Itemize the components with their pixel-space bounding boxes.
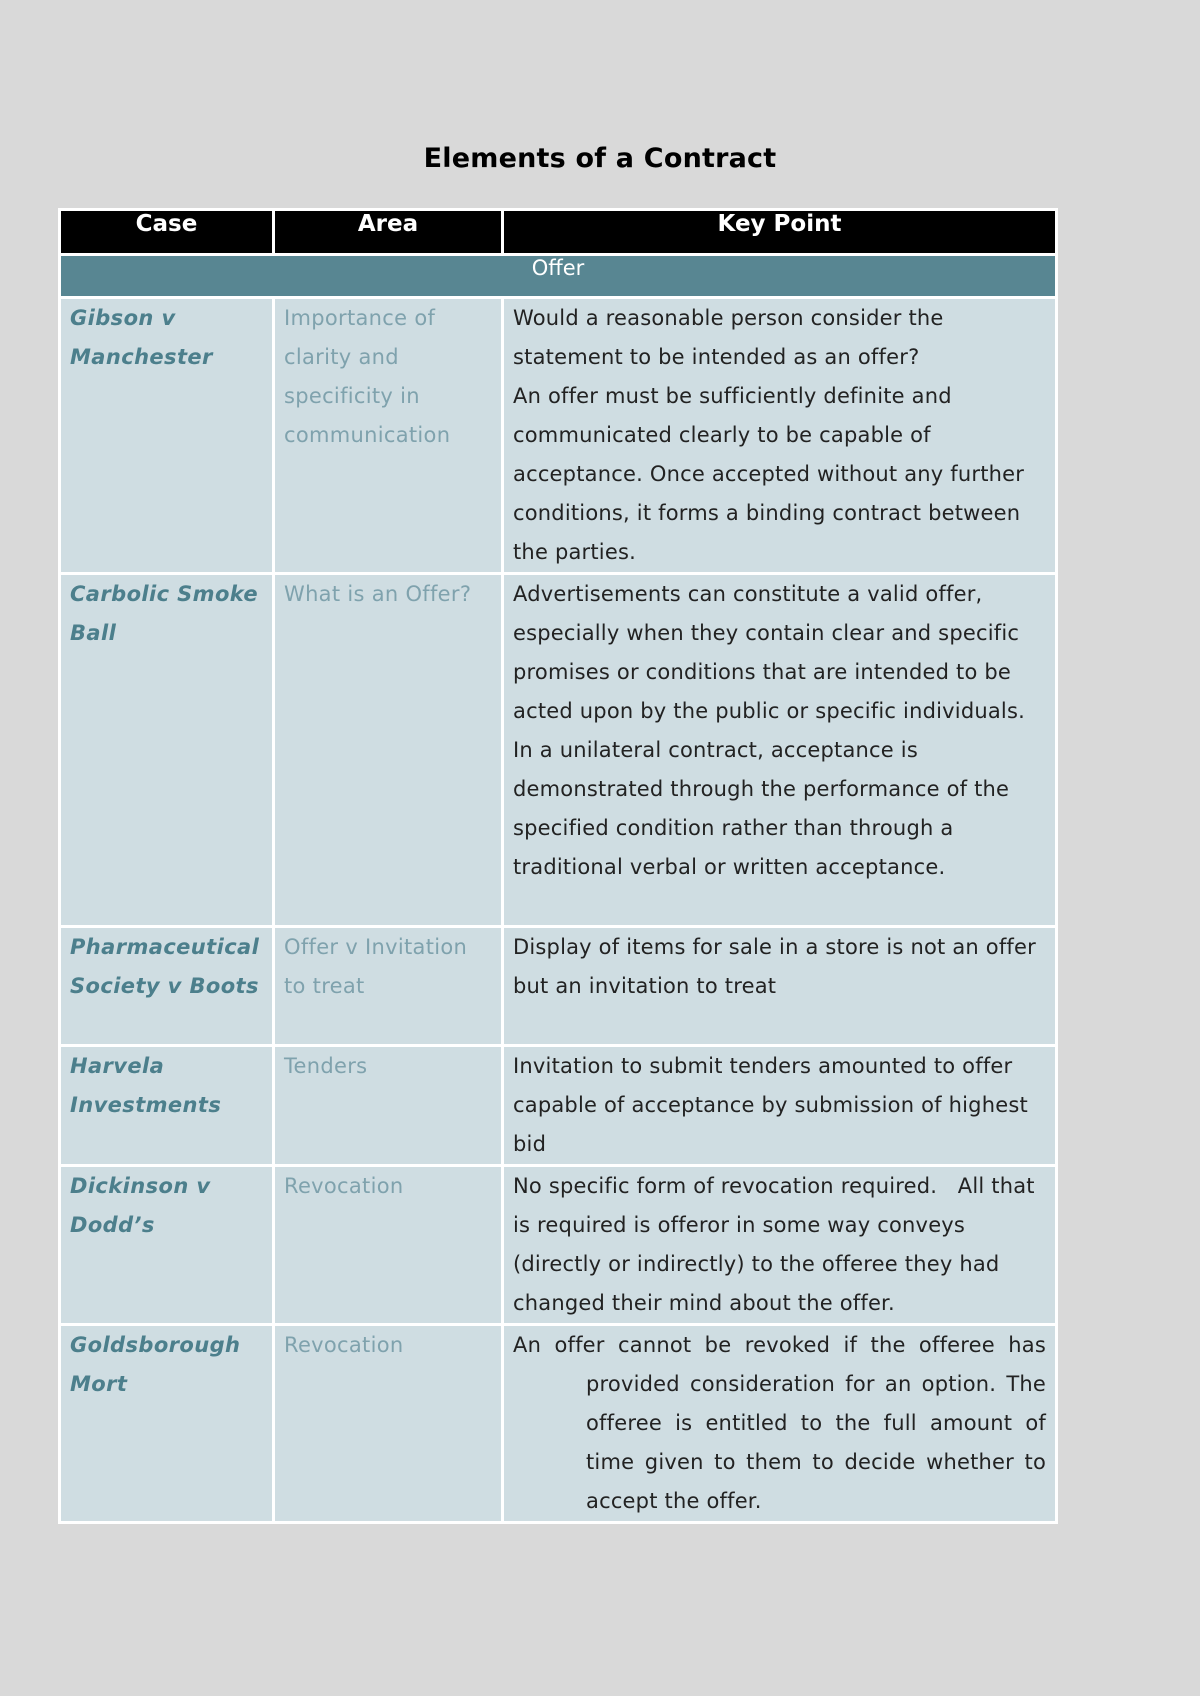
key-point xyxy=(503,1046,1057,1166)
area-label: Revocation xyxy=(274,1166,503,1325)
header-area: Area xyxy=(274,210,503,255)
case-name: Goldsborough Mort xyxy=(60,1325,274,1523)
case-name: Pharmaceutical Society v Boots xyxy=(60,927,274,1046)
key-point xyxy=(503,1166,1057,1325)
header-key-point: Key Point xyxy=(503,210,1057,255)
cases-table xyxy=(58,208,1058,1524)
key-point-paragraph: In a unilateral contract, acceptance is demonstrated through the performance of the specified condition rather than through a traditional verbal or written acceptance. xyxy=(513,738,1010,879)
case-name: Carbolic Smoke Ball xyxy=(60,574,274,927)
key-point-paragraph: Advertisements can constitute a valid offer, especially when they contain clear and specific promises or conditions that are intended to be acted upon by the public or specific individuals. xyxy=(513,582,1025,723)
table-row xyxy=(60,1046,1057,1166)
key-point-paragraph: No specific form of revocation required. All that is required is offeror in some way conveys (directly or indirectly) to the offeree they had changed their mind about the offer. xyxy=(513,1174,1042,1315)
table-row xyxy=(60,298,1057,574)
table-row xyxy=(60,1325,1057,1523)
section-label: Offer xyxy=(60,255,1057,298)
key-point xyxy=(503,927,1057,1046)
key-point-paragraph: Display of items for sale in a store is not an offer but an invitation to treat xyxy=(513,935,1036,998)
key-point-paragraph: Would a reasonable person consider the statement to be intended as an offer? xyxy=(513,306,944,369)
area-label: Tenders xyxy=(274,1046,503,1166)
key-point-paragraph: An offer must be sufficiently definite and communicated clearly to be capable of acceptance. Once accepted without any further conditions, it forms a binding contract between the parties. xyxy=(513,384,1025,564)
key-point xyxy=(503,574,1057,927)
key-point xyxy=(503,1325,1057,1523)
area-label: Offer v Invitation to treat xyxy=(274,927,503,1046)
case-name: Harvela Investments xyxy=(60,1046,274,1166)
table-row xyxy=(60,1166,1057,1325)
area-label: Revocation xyxy=(274,1325,503,1523)
header-row xyxy=(60,210,1057,255)
case-name: Dickinson v Dodd’s xyxy=(60,1166,274,1325)
section-row xyxy=(60,255,1057,298)
table-row xyxy=(60,927,1057,1046)
header-case: Case xyxy=(60,210,274,255)
key-point-paragraph: Invitation to submit tenders amounted to offer capable of acceptance by submission of highest bid xyxy=(513,1054,1028,1156)
area-label: Importance of clarity and specificity in communication xyxy=(274,298,503,574)
document-title: Elements of a Contract xyxy=(423,143,777,174)
case-name: Gibson v Manchester xyxy=(60,298,274,574)
key-point xyxy=(503,298,1057,574)
table-row xyxy=(60,574,1057,927)
area-label: What is an Offer? xyxy=(274,574,503,927)
key-point-paragraph: An offer cannot be revoked if the offeree has provided consideration for an option. The offeree is entitled to the full amount of time given to them to decide whether to accept the offer. xyxy=(513,1333,1046,1513)
